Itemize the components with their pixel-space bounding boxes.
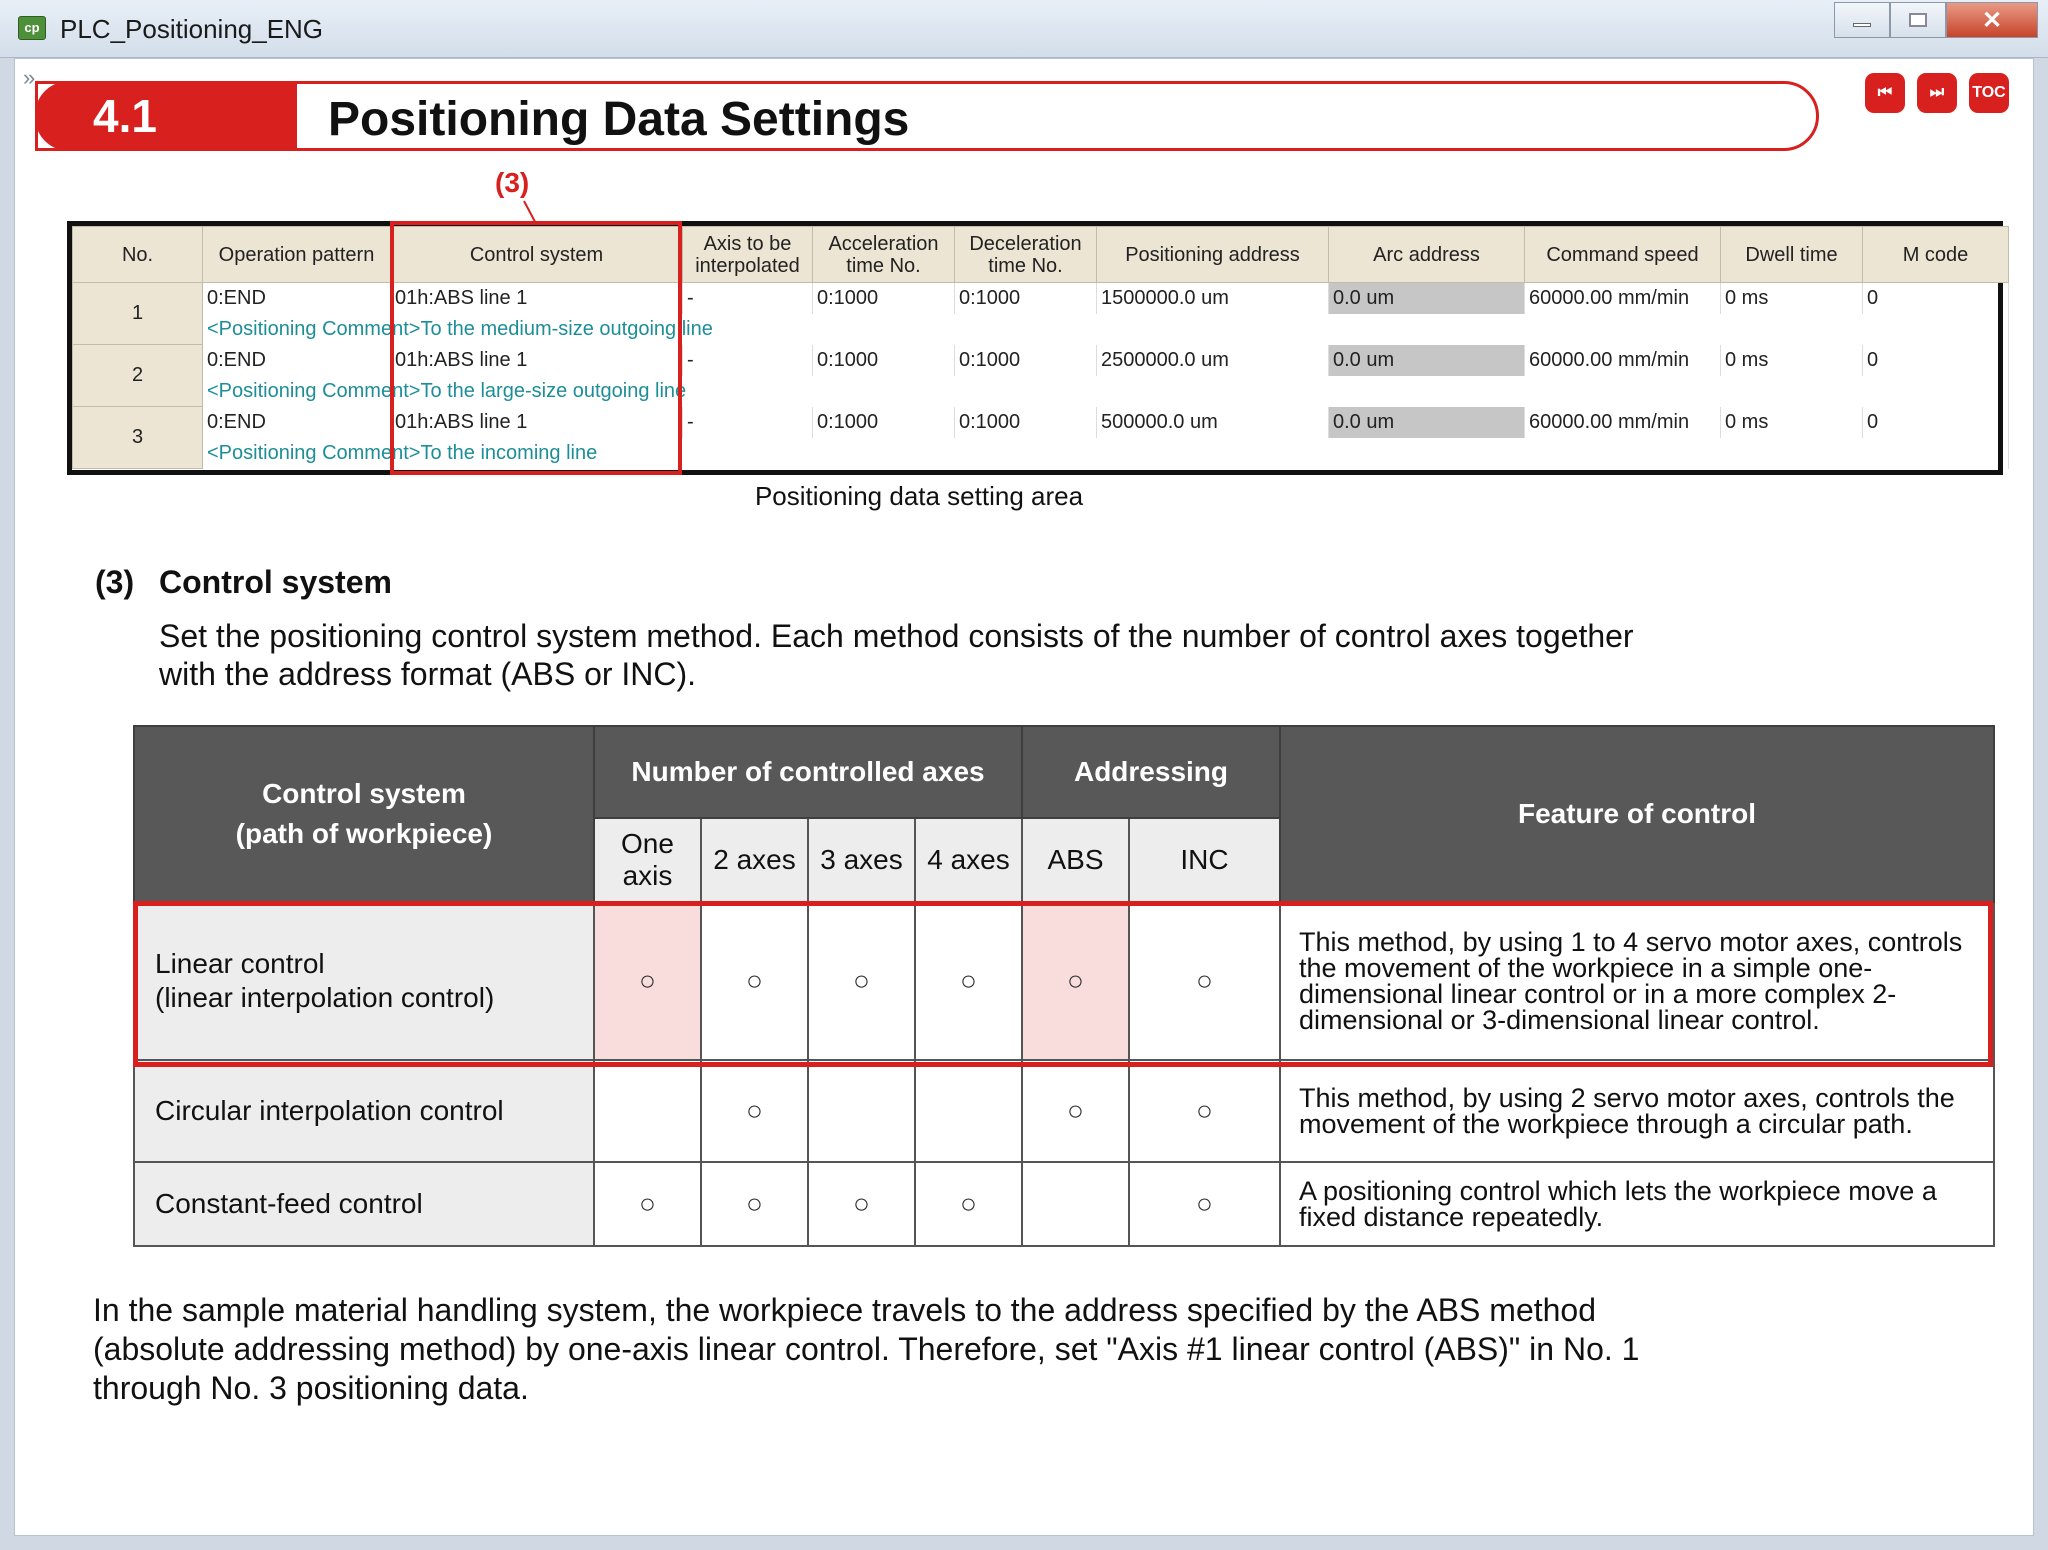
cs-mark: ○: [1129, 1060, 1280, 1162]
cs-row-name: Circular interpolation control: [134, 1060, 594, 1162]
pd-col-header: Deceleration time No.: [955, 227, 1097, 283]
cs-head-feature: Feature of control: [1280, 726, 1994, 902]
positioning-data-table: [67, 221, 2003, 475]
page-navigation: [1865, 73, 2009, 113]
cs-feature: A positioning control which lets the workpiece move a fixed distance repeatedly.: [1280, 1162, 1994, 1246]
pd-comment-row[interactable]: [73, 438, 2009, 469]
cs-row-name: Constant-feed control: [134, 1162, 594, 1246]
pd-col-header: Axis to be interpolated: [683, 227, 813, 283]
cs-mark: ○: [1022, 1060, 1129, 1162]
cs-mark: ○: [1129, 1162, 1280, 1246]
cs-sub-abs: ABS: [1022, 818, 1129, 902]
pd-cell-acc[interactable]: 0:1000: [813, 283, 955, 314]
pd-cell-acc[interactable]: 0:1000: [813, 407, 955, 438]
pd-cell-mcode[interactable]: 0: [1863, 283, 2009, 314]
section-title: Control system: [159, 564, 392, 600]
footer-paragraph: In the sample material handling system, the workpiece travels to the address specified by the ABS method (absolute addressing method) by one-axis linear control. Therefore, set "Axis #1 linear control (ABS)" in No. 1 through No. 3 positioning data.: [93, 1292, 1640, 1406]
pd-row-number[interactable]: 3: [73, 407, 203, 469]
pd-col-header: Command speed: [1525, 227, 1721, 283]
app-icon: cp: [18, 16, 46, 40]
pd-cell-speed[interactable]: 60000.00 mm/min: [1525, 407, 1721, 438]
pd-cell-dwell[interactable]: 0 ms: [1721, 345, 1863, 376]
cs-mark: ○: [594, 1162, 701, 1246]
window-controls: [1834, 2, 2038, 38]
maximize-icon: [1909, 13, 1927, 27]
maximize-button[interactable]: [1890, 2, 1946, 38]
pd-row-number[interactable]: 1: [73, 283, 203, 345]
cs-head-addressing: Addressing: [1022, 726, 1280, 818]
page-title: Positioning Data Settings: [328, 93, 910, 146]
cs-mark: ○: [701, 1162, 808, 1246]
cs-mark: ○: [594, 902, 701, 1060]
pd-cell-axis[interactable]: -: [683, 283, 813, 314]
pd-col-header: Positioning address: [1097, 227, 1329, 283]
pd-row[interactable]: [73, 283, 2009, 314]
pd-cell-dec[interactable]: 0:1000: [955, 283, 1097, 314]
pd-col-header: No.: [73, 227, 203, 283]
pd-cell-arc[interactable]: 0.0 um: [1329, 283, 1525, 314]
pd-cell-comment[interactable]: <Positioning Comment>To the medium-size outgoing line: [203, 314, 2009, 345]
cs-sub-4-axes: 4 axes: [915, 818, 1022, 902]
pd-grid: [72, 226, 2009, 469]
cs-sub-inc: INC: [1129, 818, 1280, 902]
cs-row-linear: [134, 902, 1994, 1060]
pd-cell-address[interactable]: 2500000.0 um: [1097, 345, 1329, 376]
next-page-button[interactable]: [1917, 73, 1957, 113]
pd-cell-dwell[interactable]: 0 ms: [1721, 283, 1863, 314]
pd-cell-mcode[interactable]: 0: [1863, 345, 2009, 376]
pd-cell-control[interactable]: 01h:ABS line 1: [391, 283, 683, 314]
pd-cell-control[interactable]: 01h:ABS line 1: [391, 345, 683, 376]
pd-row[interactable]: [73, 407, 2009, 438]
pd-cell-speed[interactable]: 60000.00 mm/min: [1525, 283, 1721, 314]
pd-cell-comment[interactable]: <Positioning Comment>To the large-size outgoing line: [203, 376, 2009, 407]
cs-row-constant-feed: [134, 1162, 1994, 1246]
cs-mark: ○: [1022, 902, 1129, 1060]
section-number: 4.1: [35, 81, 297, 151]
pd-cell-dec[interactable]: 0:1000: [955, 345, 1097, 376]
pd-col-header: Operation pattern: [203, 227, 391, 283]
minimize-button[interactable]: [1834, 2, 1890, 38]
cs-mark: ○: [808, 902, 915, 1060]
pd-cell-dec[interactable]: 0:1000: [955, 407, 1097, 438]
cs-mark: ○: [1129, 902, 1280, 1060]
cs-mark: ○: [915, 902, 1022, 1060]
cs-mark: [915, 1060, 1022, 1162]
pd-cell-acc[interactable]: 0:1000: [813, 345, 955, 376]
minimize-icon: [1853, 23, 1871, 27]
cs-mark: ○: [915, 1162, 1022, 1246]
cs-head-axes: Number of controlled axes: [594, 726, 1022, 818]
cs-feature: This method, by using 1 to 4 servo motor axes, controls the movement of the workpiece in a simple one-dimensional linear control or in a more complex 2-dimensional or 3-dimensional linear control.: [1280, 902, 1994, 1060]
toc-icon: TOC: [1972, 84, 2006, 101]
cs-sub-3-axes: 3 axes: [808, 818, 915, 902]
prev-page-icon: ⏮: [1877, 84, 1893, 101]
pd-col-header: Control system: [391, 227, 683, 283]
pd-cell-operation[interactable]: 0:END: [203, 345, 391, 376]
cs-sub-2-axes: 2 axes: [701, 818, 808, 902]
pd-cell-speed[interactable]: 60000.00 mm/min: [1525, 345, 1721, 376]
window-titlebar: [0, 0, 2048, 58]
cs-mark: [808, 1060, 915, 1162]
pd-cell-address[interactable]: 500000.0 um: [1097, 407, 1329, 438]
pd-cell-operation[interactable]: 0:END: [203, 283, 391, 314]
next-page-icon: ⏭: [1929, 84, 1945, 101]
pd-comment-row[interactable]: [73, 314, 2009, 345]
pd-col-header: Acceleration time No.: [813, 227, 955, 283]
cs-mark: [594, 1060, 701, 1162]
cs-sub-one-axis: One axis: [594, 818, 701, 902]
cs-mark: ○: [701, 902, 808, 1060]
pd-cell-control[interactable]: 01h:ABS line 1: [391, 407, 683, 438]
cs-row-name: Linear control (linear interpolation control): [134, 902, 594, 1060]
prev-page-button[interactable]: [1865, 73, 1905, 113]
pd-cell-mcode[interactable]: 0: [1863, 407, 2009, 438]
close-button[interactable]: [1946, 2, 2038, 38]
pd-cell-comment[interactable]: <Positioning Comment>To the incoming line: [203, 438, 2009, 469]
window-title: PLC_Positioning_ENG: [60, 14, 324, 44]
cs-mark: [1022, 1162, 1129, 1246]
cs-mark: ○: [808, 1162, 915, 1246]
pd-comment-row[interactable]: [73, 376, 2009, 407]
page-header: [35, 81, 1819, 151]
cs-head-control: Control system (path of workpiece): [134, 726, 594, 902]
pd-cell-arc[interactable]: 0.0 um: [1329, 407, 1525, 438]
close-icon: ✕: [1981, 6, 2003, 34]
pd-col-header: Arc address: [1329, 227, 1525, 283]
cs-row-circular: [134, 1060, 1994, 1162]
pd-cell-arc[interactable]: 0.0 um: [1329, 345, 1525, 376]
cs-header-row: [134, 726, 1994, 818]
cs-feature: This method, by using 2 servo motor axes, controls the movement of the workpiece through a circular path.: [1280, 1060, 1994, 1162]
pd-col-header: M code: [1863, 227, 2009, 283]
pd-row-number[interactable]: 2: [73, 345, 203, 407]
control-system-table: [133, 725, 1995, 1247]
section-description: Set the positioning control system method. Each method consists of the number of control axes together with the address format (ABS or INC).: [159, 618, 1634, 692]
cs-mark: ○: [701, 1060, 808, 1162]
pd-row[interactable]: [73, 345, 2009, 376]
pd-cell-operation[interactable]: 0:END: [203, 407, 391, 438]
pd-cell-dwell[interactable]: 0 ms: [1721, 407, 1863, 438]
pd-cell-axis[interactable]: -: [683, 345, 813, 376]
callout-marker: (3): [495, 167, 530, 198]
expand-icon[interactable]: »: [23, 65, 36, 90]
pd-cell-axis[interactable]: -: [683, 407, 813, 438]
pd-col-header: Dwell time: [1721, 227, 1863, 283]
pd-cell-address[interactable]: 1500000.0 um: [1097, 283, 1329, 314]
toc-button[interactable]: [1969, 73, 2009, 113]
content-area: [14, 58, 2034, 1536]
section-label: (3): [95, 564, 135, 600]
pd-header-row: [73, 227, 2009, 283]
table-caption: Positioning data setting area: [754, 481, 1084, 511]
